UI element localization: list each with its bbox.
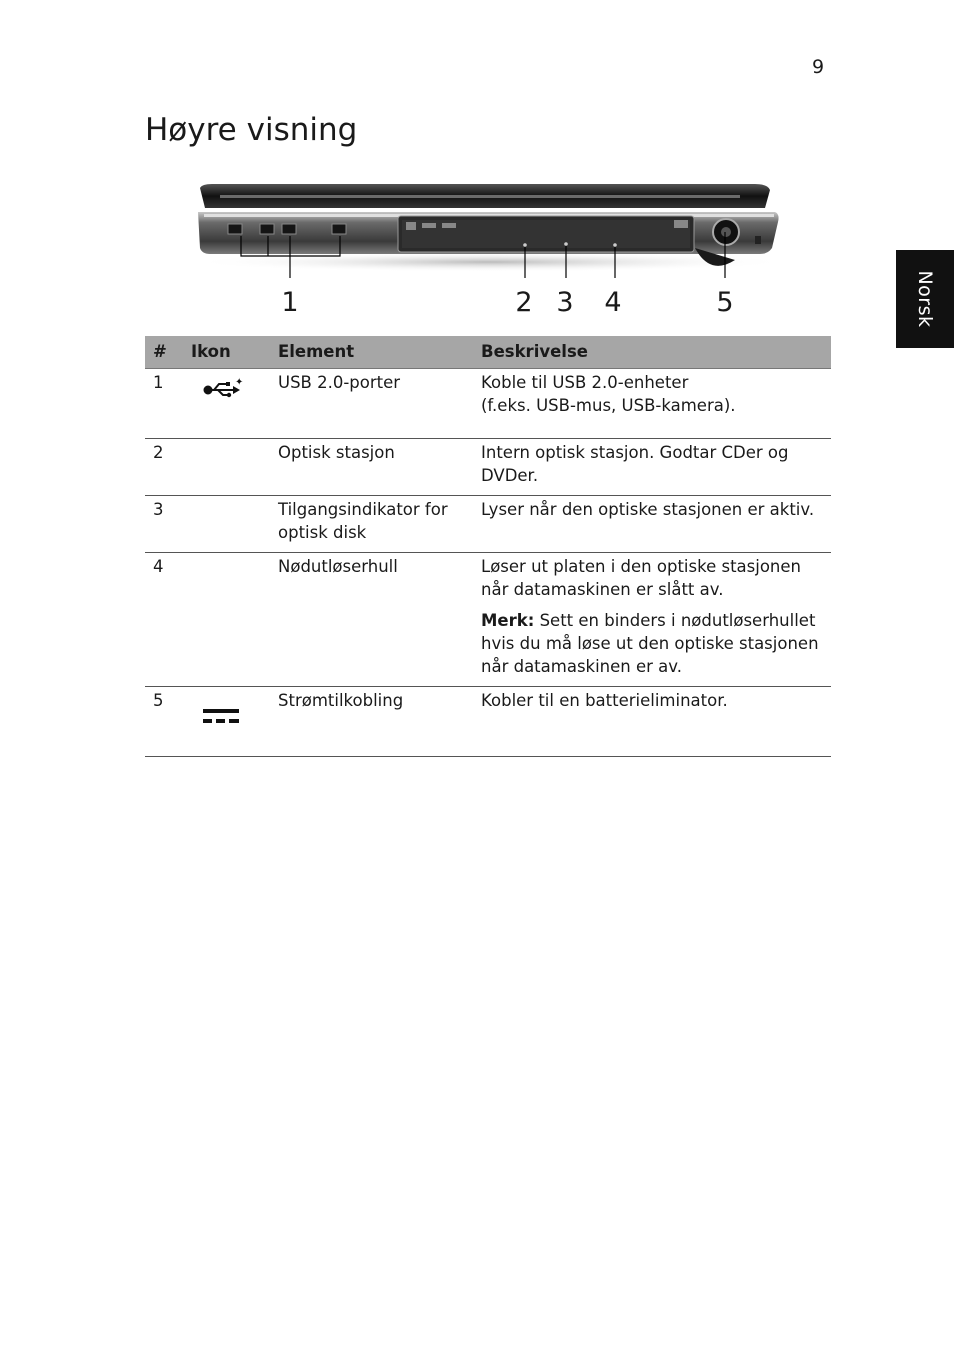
table-row	[145, 553, 831, 687]
row-description	[473, 553, 831, 687]
svg-text:✦: ✦	[235, 377, 243, 388]
description-line: Koble til USB 2.0-enheter	[481, 373, 689, 392]
header-element: Element	[270, 336, 473, 369]
note	[481, 609, 827, 678]
row-num: 1	[145, 369, 183, 439]
note-label: Merk:	[481, 611, 535, 630]
row-element: USB 2.0-porter	[270, 369, 473, 439]
row-description: Lyser når den optiske stasjonen er aktiv.	[473, 496, 831, 553]
usb-icon	[203, 377, 243, 401]
row-icon	[183, 439, 270, 496]
table-row	[145, 687, 831, 757]
row-element: Tilgangsindikator for optisk disk	[270, 496, 473, 553]
row-element: Optisk stasjon	[270, 439, 473, 496]
row-icon	[183, 553, 270, 687]
page-number: 9	[812, 56, 825, 78]
callout-4: 4	[604, 287, 622, 318]
page-title: Høyre visning	[145, 112, 358, 148]
table-header-row	[145, 336, 831, 369]
note-text: Sett en binders i nødutløserhullet hvis du må løse ut den optiske stasjonen når datamaskinen er av.	[481, 611, 819, 676]
row-num: 2	[145, 439, 183, 496]
header-icon: Ikon	[183, 336, 270, 369]
row-num: 5	[145, 687, 183, 757]
row-element: Nødutløserhull	[270, 553, 473, 687]
callout-5: 5	[716, 287, 734, 318]
ports-table	[145, 336, 831, 757]
row-icon	[183, 496, 270, 553]
row-description	[473, 369, 831, 439]
row-icon	[183, 369, 270, 439]
header-description: Beskrivelse	[473, 336, 831, 369]
callout-2: 2	[515, 287, 533, 318]
row-num: 4	[145, 553, 183, 687]
description-text: Løser ut platen i den optiske stasjonen når datamaskinen er slått av.	[481, 557, 801, 599]
row-description: Kobler til en batterieliminator.	[473, 687, 831, 757]
row-description: Intern optisk stasjon. Godtar CDer og DVDer.	[473, 439, 831, 496]
table-row	[145, 496, 831, 553]
language-tab	[896, 250, 954, 348]
language-tab-label: Norsk	[914, 270, 936, 328]
callout-1: 1	[281, 287, 299, 318]
table-row	[145, 369, 831, 439]
row-element: Strømtilkobling	[270, 687, 473, 757]
dc-in-icon	[203, 707, 241, 727]
callout-3: 3	[556, 287, 574, 318]
row-icon	[183, 687, 270, 757]
header-num: #	[145, 336, 183, 369]
laptop-right-side-illustration	[190, 178, 790, 278]
description-line: (f.eks. USB-mus, USB-kamera).	[481, 396, 736, 415]
table-row	[145, 439, 831, 496]
row-num: 3	[145, 496, 183, 553]
